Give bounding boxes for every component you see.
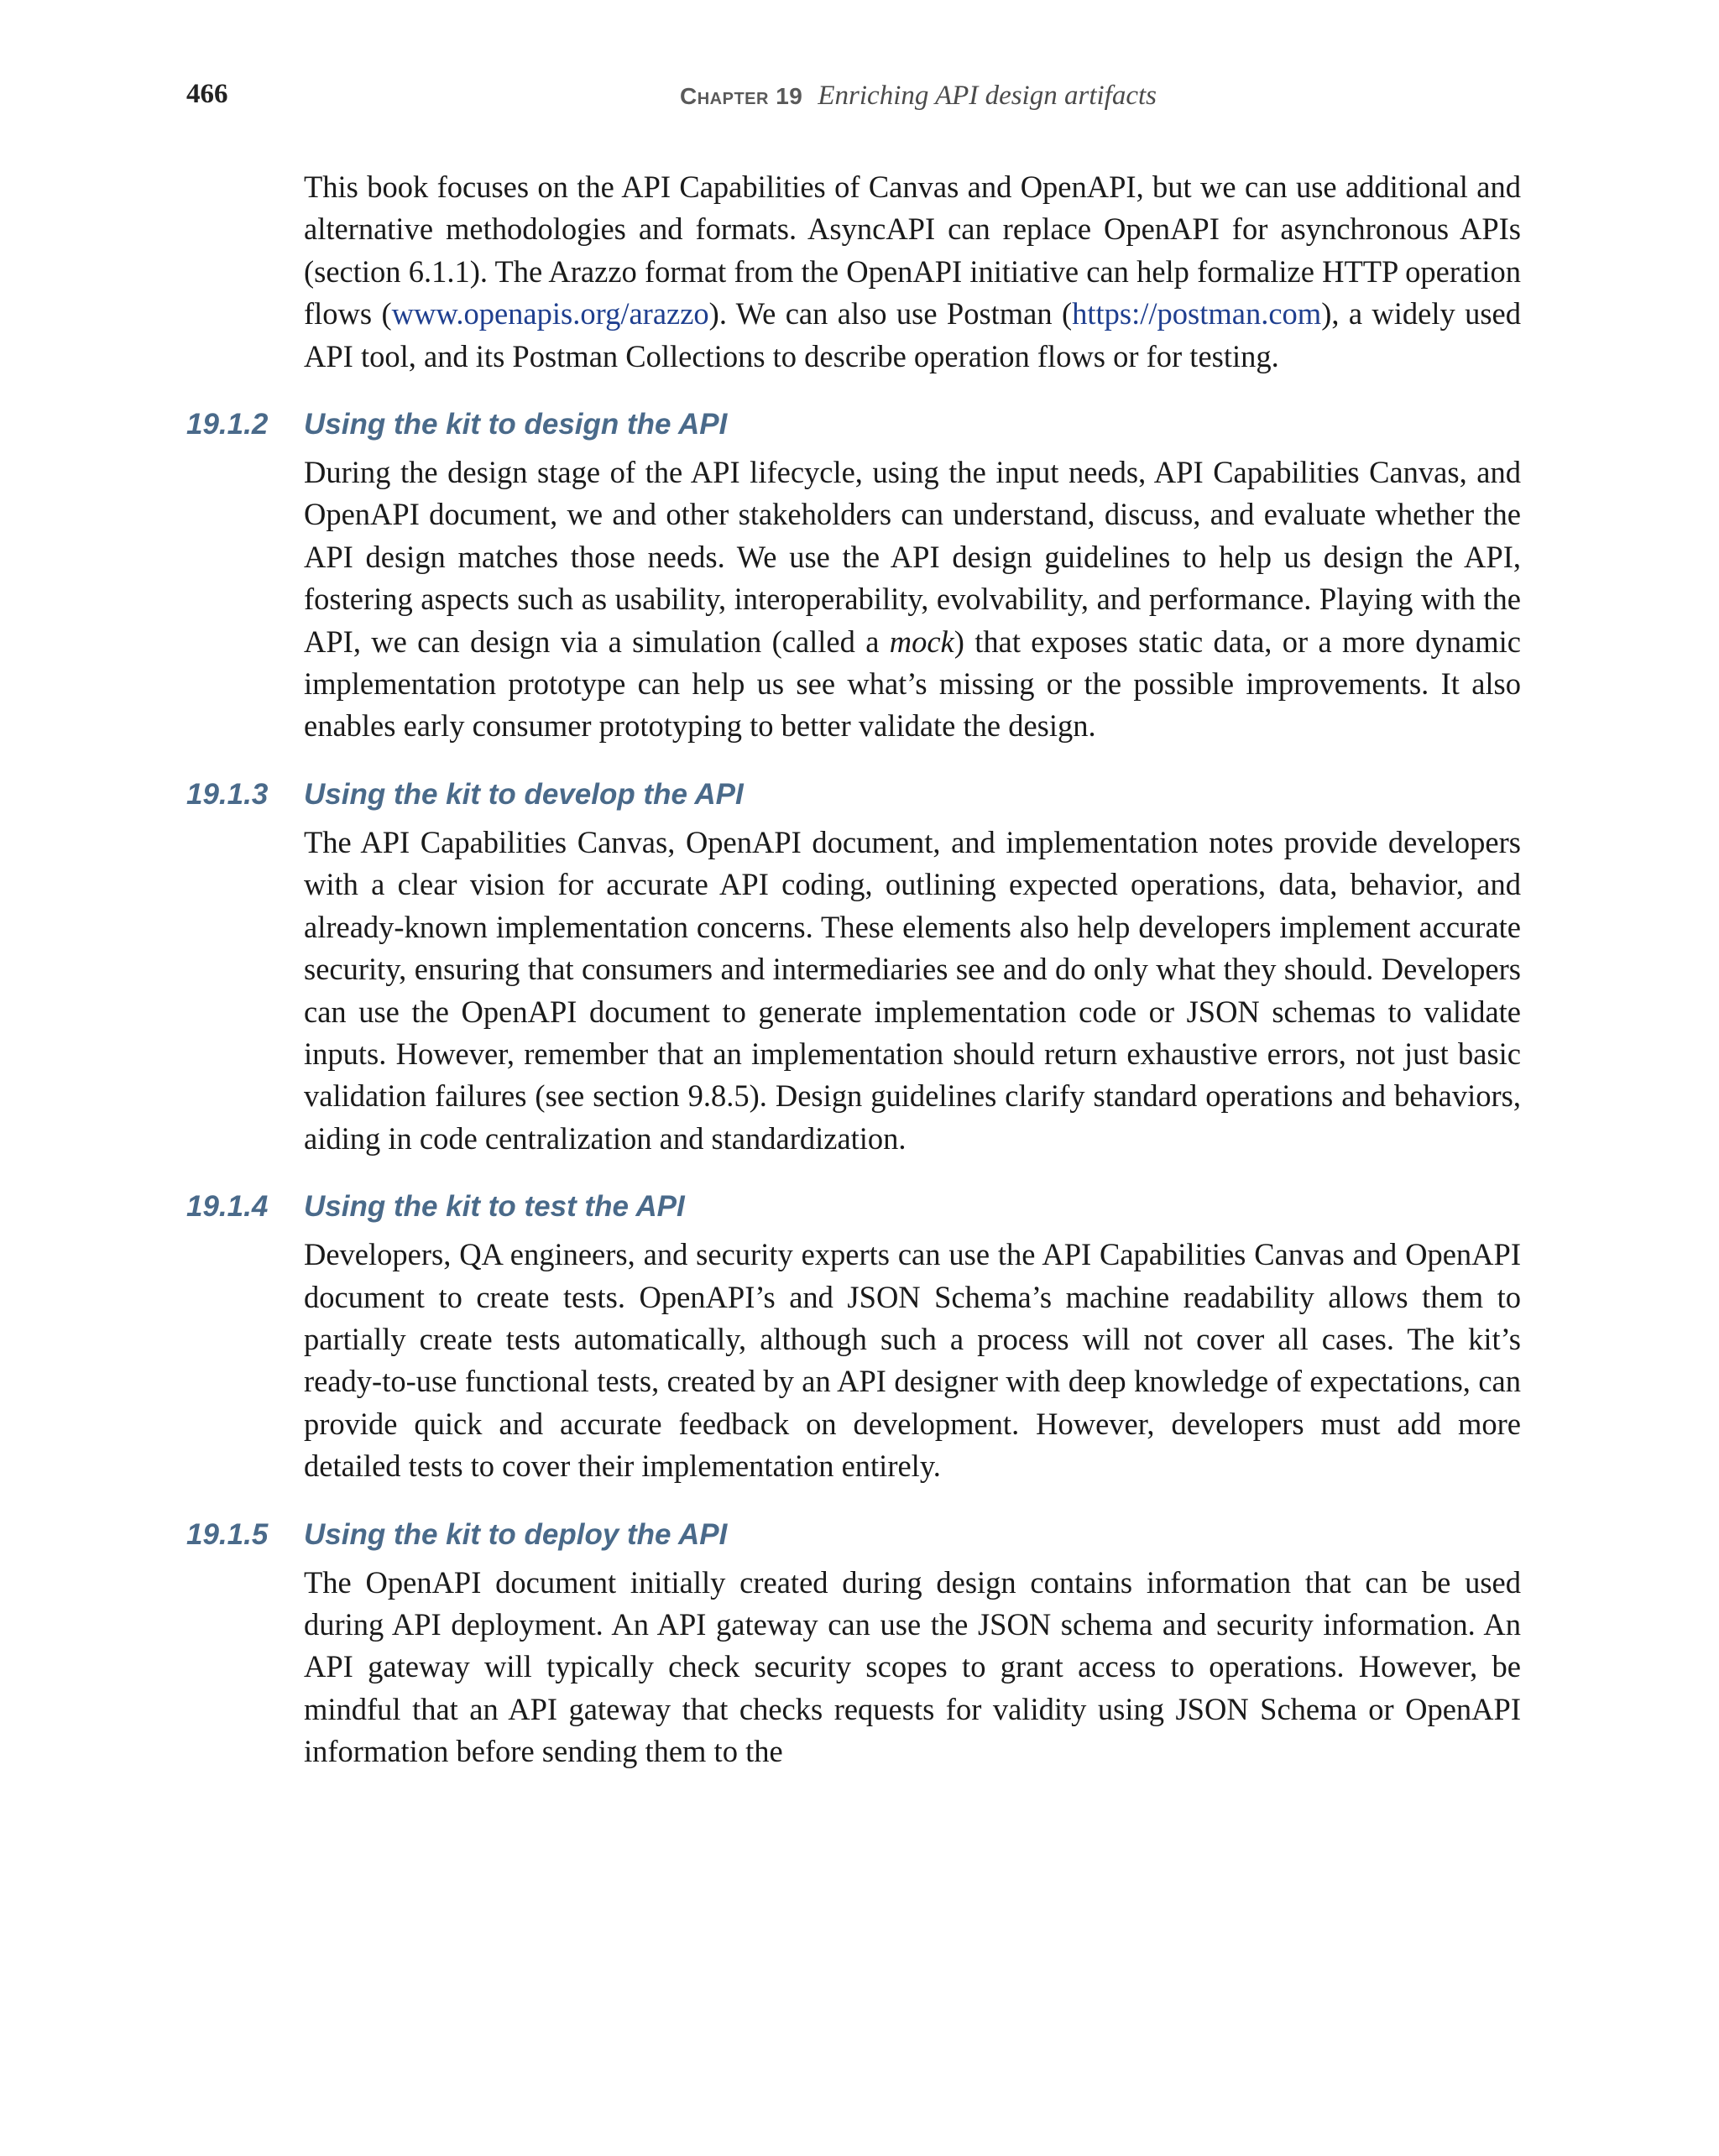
section-title: Using the kit to develop the API xyxy=(304,777,744,811)
section-title: Using the kit to design the API xyxy=(304,408,728,441)
section-paragraph: The OpenAPI document initially created during design contains information that can be used during API deployment. An API gateway can use the JSON schema and security information. An API gateway will typically check security scopes to grant access to operations. However, be mindful that an API gateway that checks requests for validity using JSON Schema or OpenAPI information before sending them to the xyxy=(304,1564,1521,1769)
section-paragraph: Developers, QA engineers, and security experts can use the API Capabilities Canvas and OpenAPI document to create tests. OpenAPI’s and JSON Schema’s machine readability allows them to partially create tests automatically, although such a process will not cover all cases. The kit’s ready-to-use functional tests, created by an API designer with deep knowledge of expectations, can provide quick and accurate feedback on development. However, developers must add more detailed tests to cover their implementation entirely. xyxy=(304,1237,1521,1484)
chapter-title: Enriching API design artifacts xyxy=(818,81,1157,111)
intro-text: This book focuses on the API Capabilities of Canvas and OpenAPI, but we can use additional and alternative methodologies and formats. AsyncAPI can replace OpenAPI for asynchronous APIs (section 6.1.1). The Arazzo format from the OpenAPI initiative can help formalize HTTP operation flows ( xyxy=(304,170,1521,331)
section-heading xyxy=(186,773,1521,818)
postman-link[interactable]: https://postman.com xyxy=(1072,296,1322,331)
section-heading xyxy=(186,1185,1521,1230)
section-paragraph: The API Capabilities Canvas, OpenAPI document, and implementation notes provide developers with a clear vision for accurate API coding, outlining expected operations, data, behavior, and already-known implementation concerns. These elements also help developers implement accurate security, ensuring that consumers and intermediaries see and do only what they should. Developers can use the OpenAPI document to generate implementation code or JSON schemas to validate inputs. However, remember that an implementation should return exhaustive errors, not just basic validation failures (see section 9.8.5). Design guidelines clarify standard operations and behaviors, aiding in code centralization and standardization. xyxy=(304,824,1521,1156)
chapter-label: Chapter 19 xyxy=(680,83,803,109)
running-head xyxy=(680,81,1157,112)
page-header xyxy=(186,79,1521,121)
intro-paragraph xyxy=(304,166,1521,378)
section-number: 19.1.5 xyxy=(186,1517,269,1551)
section-paragraph xyxy=(304,452,1521,748)
section-number: 19.1.2 xyxy=(186,408,269,441)
page-content xyxy=(186,166,1521,1773)
section-title: Using the kit to test the API xyxy=(304,1190,685,1224)
arazzo-link[interactable]: www.openapis.org/arazzo xyxy=(391,296,709,331)
paragraph-text: During the design stage of the API lifecycle, using the input needs, API Capabilities Canvas, and OpenAPI document, we and other stakeholders can understand, discuss, and evaluate whether the API design matches those needs. We use the API design guidelines to help us design the API, fostering aspects such as usability, interoperability, evolvability, and performance. Playing with the API, we can design via a simulation (called a xyxy=(304,455,1521,659)
page-number: 466 xyxy=(186,79,228,109)
section-number: 19.1.4 xyxy=(186,1190,269,1224)
section-title: Using the kit to deploy the API xyxy=(304,1517,728,1551)
section-19-1-4 xyxy=(186,1185,1521,1487)
section-heading xyxy=(186,1513,1521,1558)
paragraph-text: ) that exposes static data, or a more dynamic implementation prototype can help us see what’s missing or the possible improvements. It also enables early consumer prototyping to better validate the design. xyxy=(304,624,1521,744)
section-heading xyxy=(186,403,1521,448)
intro-text: ). We can also use Postman ( xyxy=(708,296,1073,331)
section-19-1-3 xyxy=(186,773,1521,1160)
emphasis-mock: mock xyxy=(889,624,954,659)
section-19-1-5 xyxy=(186,1513,1521,1773)
section-number: 19.1.3 xyxy=(186,777,269,811)
intro-text: ), a widely used API tool, and its Postman Collections to describe operation flows or for testing. xyxy=(304,296,1521,373)
section-19-1-2 xyxy=(186,403,1521,748)
